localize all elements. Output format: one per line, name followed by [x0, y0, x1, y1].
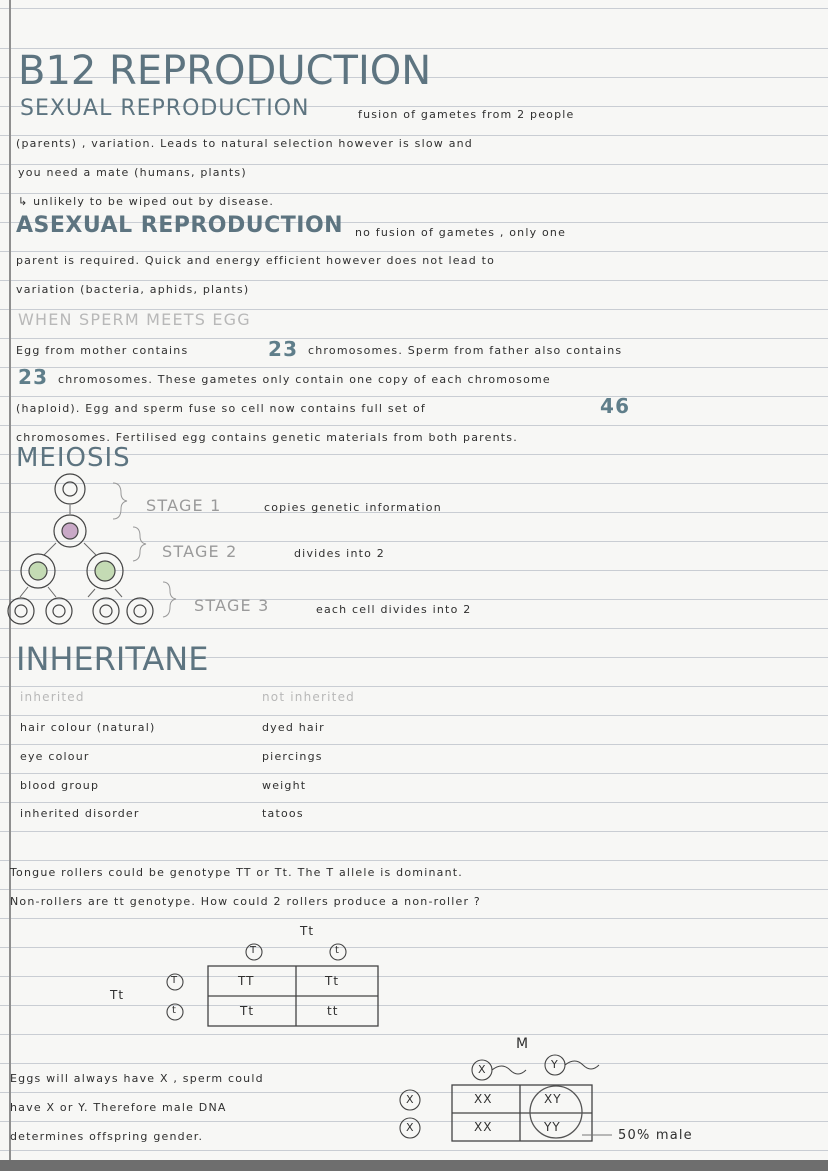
- not-inherited-item: piercings: [262, 750, 323, 763]
- sperm-egg-line-1b: chromosomes. Sperm from father also contains: [308, 344, 623, 357]
- stage-1-text: copies genetic information: [264, 501, 442, 514]
- punnett-square-sex: [452, 1085, 592, 1141]
- allele-label: t: [172, 1005, 177, 1016]
- tongue-line-1: Tongue rollers could be genotype TT or Tt. The T allele is dominant.: [10, 866, 463, 879]
- asexual-heading: ASEXUAL REPRODUCTION: [16, 213, 344, 238]
- sex-allele-label: X: [406, 1121, 415, 1134]
- meiosis-heading: MEIOSIS: [16, 443, 131, 473]
- sex-allele-label: Y: [551, 1058, 559, 1071]
- sperm-egg-line-3: (haploid). Egg and sperm fuse so cell now contains full set of: [16, 402, 426, 415]
- male-percentage-note: 50% male: [618, 1128, 693, 1143]
- tongue-line-2: Non-rollers are tt genotype. How could 2 rollers produce a non-roller ?: [10, 895, 481, 908]
- allele-label: t: [335, 945, 340, 956]
- inherited-header: inherited: [20, 690, 85, 704]
- sexual-heading: SEXUAL REPRODUCTION: [20, 96, 310, 121]
- sperm-egg-heading: WHEN SPERM MEETS EGG: [18, 310, 251, 329]
- sex-allele-label: X: [478, 1063, 487, 1076]
- not-inherited-item: dyed hair: [262, 721, 325, 734]
- meiosis-daughter-cell: [21, 553, 123, 589]
- page-edge: [0, 1160, 828, 1171]
- sperm-egg-line-1a: Egg from mother contains: [16, 344, 189, 357]
- not-inherited-item: tatoos: [262, 807, 304, 820]
- sex-line-2: have X or Y. Therefore male DNA: [10, 1101, 227, 1114]
- stage-2-text: divides into 2: [294, 547, 385, 560]
- chromosome-count-egg: 23: [268, 337, 299, 361]
- meiosis-replicated-cell: [54, 515, 86, 547]
- sex-punnett-cell: YY: [544, 1120, 561, 1134]
- punnett-cell: TT: [238, 974, 255, 988]
- allele-label: T: [171, 975, 179, 986]
- sex-punnett-cell: XX: [474, 1120, 493, 1134]
- sperm-tail-icon: [492, 1066, 526, 1074]
- sperm-egg-line-2: chromosomes. These gametes only contain one copy of each chromosome: [58, 373, 551, 386]
- side-parent-genotype: Tt: [110, 988, 125, 1002]
- stage-1-label: STAGE 1: [146, 496, 222, 515]
- sperm-egg-line-4: chromosomes. Fertilised egg contains genetic materials from both parents.: [16, 431, 518, 444]
- sex-allele-label: X: [406, 1093, 415, 1106]
- inherited-item: hair colour (natural): [20, 721, 156, 734]
- chromosome-count-full: 46: [600, 394, 631, 418]
- stage-3-text: each cell divides into 2: [316, 603, 472, 616]
- asexual-line-3: variation (bacteria, aphids, plants): [16, 283, 250, 296]
- male-label: M: [516, 1036, 530, 1052]
- inherited-item: inherited disorder: [20, 807, 140, 820]
- punnett-cell: Tt: [240, 1004, 255, 1018]
- sex-line-3: determines offspring gender.: [10, 1130, 204, 1143]
- asexual-line-1: no fusion of gametes , only one: [355, 226, 567, 239]
- sex-line-1: Eggs will always have X , sperm could: [10, 1072, 264, 1085]
- stage-2-label: STAGE 2: [162, 542, 238, 561]
- punnett-cell: Tt: [325, 974, 340, 988]
- top-parent-genotype: Tt: [300, 924, 315, 938]
- not-inherited-header: not inherited: [262, 690, 355, 704]
- sexual-line-2: (parents) , variation. Leads to natural selection however is slow and: [16, 137, 473, 150]
- allele-label: T: [250, 945, 258, 956]
- page-title: B12 REPRODUCTION: [18, 48, 432, 94]
- sexual-line-3: you need a mate (humans, plants): [18, 166, 247, 179]
- inherited-item: eye colour: [20, 750, 90, 763]
- not-inherited-item: weight: [262, 779, 307, 792]
- sex-punnett-cell: XX: [474, 1092, 493, 1106]
- sperm-tail-icon: [565, 1061, 599, 1069]
- meiosis-parent-cell: [55, 474, 85, 504]
- inheritance-heading: INHERITANE: [16, 640, 209, 678]
- punnett-cell: tt: [327, 1004, 339, 1018]
- punnett-square-tongue: [208, 966, 378, 1026]
- inherited-item: blood group: [20, 779, 100, 792]
- sexual-line-1: fusion of gametes from 2 people: [358, 108, 575, 121]
- stage-3-label: STAGE 3: [194, 596, 270, 615]
- sexual-line-4: ↳ unlikely to be wiped out by disease.: [18, 195, 275, 208]
- meiosis-gamete-cell: [8, 598, 153, 624]
- chromosome-count-sperm: 23: [18, 365, 49, 389]
- sex-punnett-cell: XY: [544, 1092, 562, 1106]
- asexual-line-2: parent is required. Quick and energy efficient however does not lead to: [16, 254, 496, 267]
